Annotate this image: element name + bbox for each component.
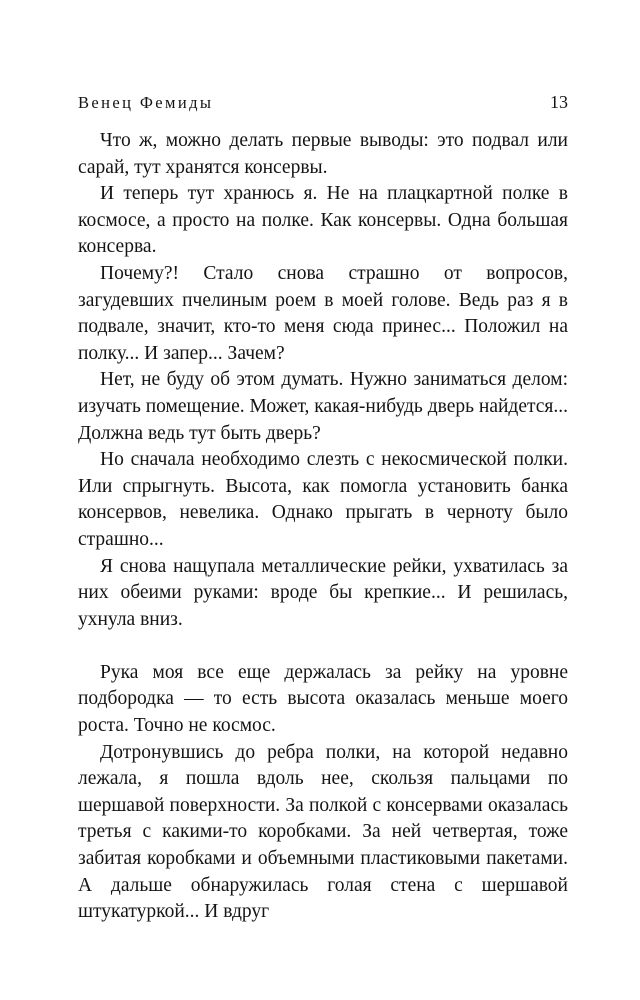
page-number: 13 — [550, 92, 568, 112]
paragraph: Почему?! Стало снова страшно от вопросов, загудевших пчелиным роем в моей голове. Ведь раз я в подвале, значит, кто-то меня сюда принес... Положил на полку... И запер... Зачем? — [78, 262, 568, 364]
paragraph: Что ж, можно делать первые выводы: это подвал или сарай, тут хранятся консервы. — [78, 130, 568, 178]
paragraph: Рука моя все еще держалась за рейку на уровне подбородка — то есть высота оказалась меньше моего роста. Точно не космос. — [78, 661, 568, 737]
section-break — [78, 633, 568, 660]
book-page — [78, 92, 568, 926]
paragraph: И теперь тут хранюсь я. Не на плацкартной полке в космосе, а просто на полке. Как консервы. Одна большая консерва. — [78, 183, 568, 258]
running-title: Венец Фемиды — [78, 93, 214, 112]
paragraph: Нет, не буду об этом думать. Нужно заниматься делом: изучать помещение. Может, какая-нибудь дверь найдется... Должна ведь тут быть дверь? — [78, 369, 568, 444]
running-header — [78, 92, 568, 122]
body-text — [78, 128, 568, 926]
paragraph: Дотронувшись до ребра полки, на которой недавно лежала, я пошла вдоль нее, скользя пальцами по шершавой поверхности. За полкой с консервами оказалась третья с какими-то коробками. За ней четвертая, тоже забитая коробками и объемными пластиковыми пакетами. А дальше обнаружилась голая стена с шершавой штукатуркой... И вдруг — [78, 741, 568, 923]
paragraph: Но сначала необходимо слезть с некосмической полки. Или спрыгнуть. Высота, как помогла установить банка консервов, невелика. Однако прыгать в черноту было страшно... — [78, 449, 568, 550]
paragraph: Я снова нащупала металлические рейки, ухватилась за них обеими руками: вроде бы крепкие... И решилась, ухнула вниз. — [78, 555, 568, 630]
